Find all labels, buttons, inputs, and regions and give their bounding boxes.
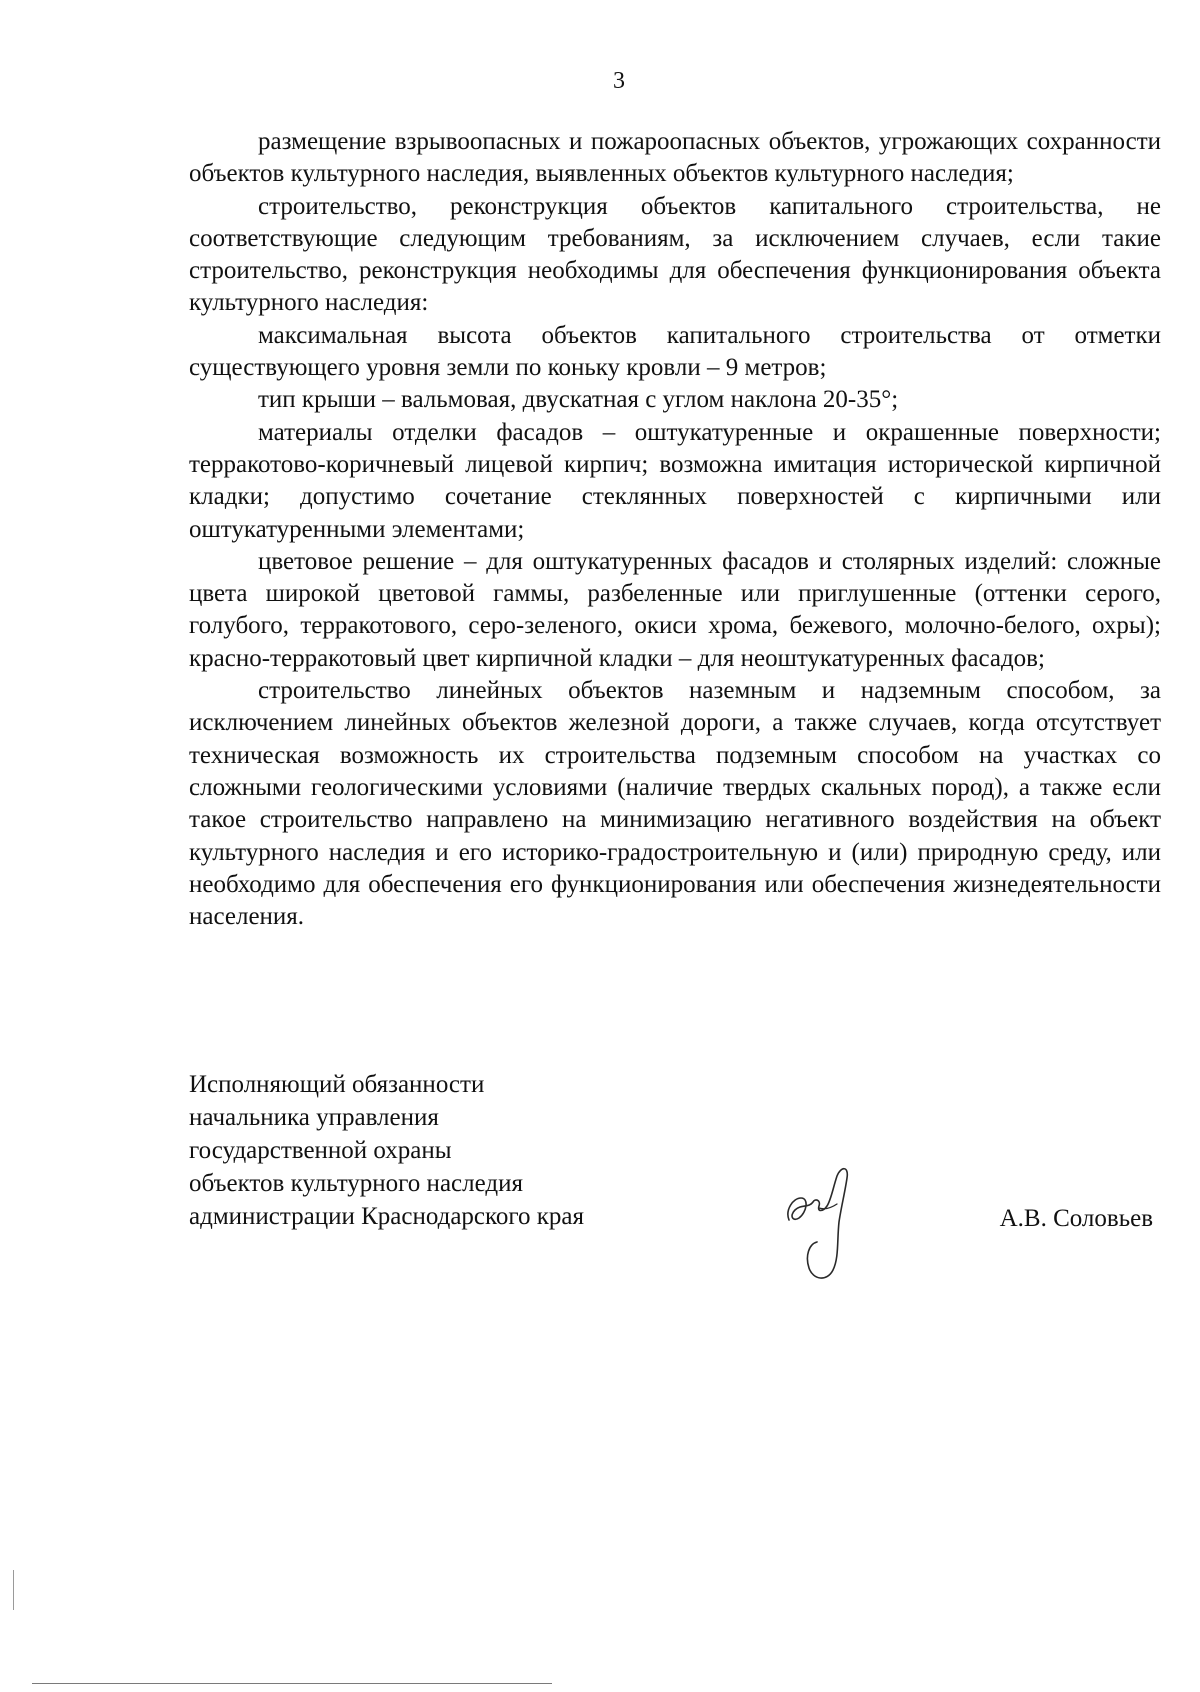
paragraph-construction-requirements: строительство, реконструкция объектов капитального строительства, не соответствующие следующим требованиям, за исключением случаев, если такие строительство, реконструкция необходимы для обеспечения функционирования объекта культурного наследия: <box>189 192 1161 317</box>
signer-position-line: Исполняющий обязанности <box>189 1071 485 1098</box>
document-body <box>189 126 1161 933</box>
scan-edge-line <box>32 1683 552 1684</box>
signature-block <box>189 1068 1161 1328</box>
signer-position <box>189 1068 709 1233</box>
paragraph-max-height: максимальная высота объектов капитального строительства от отметки существующего уровня земли по коньку кровли – 9 метров; <box>189 321 1161 382</box>
paragraph-linear-objects: строительство линейных объектов наземным и надземным способом, за исключением линейных объектов железной дороги, а также случаев, когда отсутствует техническая возможность их строительства подземным способом на участках со сложными геологическими условиями (наличие твердых скальных пород), а также если такое строительство направлено на минимизацию негативного воздействия на объект культурного наследия и его историко-градостроительную и (или) природную среду, или необходимо для обеспечения его функционирования или обеспечения жизнедеятельности населения. <box>189 677 1161 931</box>
signer-position-line: объектов культурного наследия <box>189 1170 523 1197</box>
scan-edge-mark <box>13 1570 14 1610</box>
signer-name: А.В. Соловьев <box>999 1205 1153 1232</box>
paragraph-color-scheme: цветовое решение – для оштукатуренных фасадов и столярных изделий: сложные цвета широкой цветовой гаммы, разбеленные или приглушенные (оттенки серого, голубого, терракотового, серо-зеленого, окиси хрома, бежевого, молочно-белого, охры); красно-терракотовый цвет кирпичной кладки – для неоштукатуренных фасадов; <box>189 547 1161 672</box>
signer-position-line: администрации Краснодарского края <box>189 1203 585 1230</box>
signer-position-line: государственной охраны <box>189 1137 452 1164</box>
paragraph-explosive-objects: размещение взрывоопасных и пожароопасных объектов, угрожающих сохранности объектов культурного наследия, выявленных объектов культурного наследия; <box>189 128 1161 188</box>
signer-position-line: начальника управления <box>189 1104 439 1131</box>
page-number: 3 <box>613 68 625 94</box>
handwritten-signature-icon <box>779 1158 869 1288</box>
paragraph-facade-materials: материалы отделки фасадов – оштукатуренные и окрашенные поверхности; терракотово-коричневый лицевой кирпич; возможна имитация исторической кирпичной кладки; допустимо сочетание стеклянных поверхностей с кирпичными или оштукатуренными элементами; <box>189 418 1161 543</box>
paragraph-roof-type: тип крыши – вальмовая, двускатная с углом наклона 20-35°; <box>258 386 899 414</box>
